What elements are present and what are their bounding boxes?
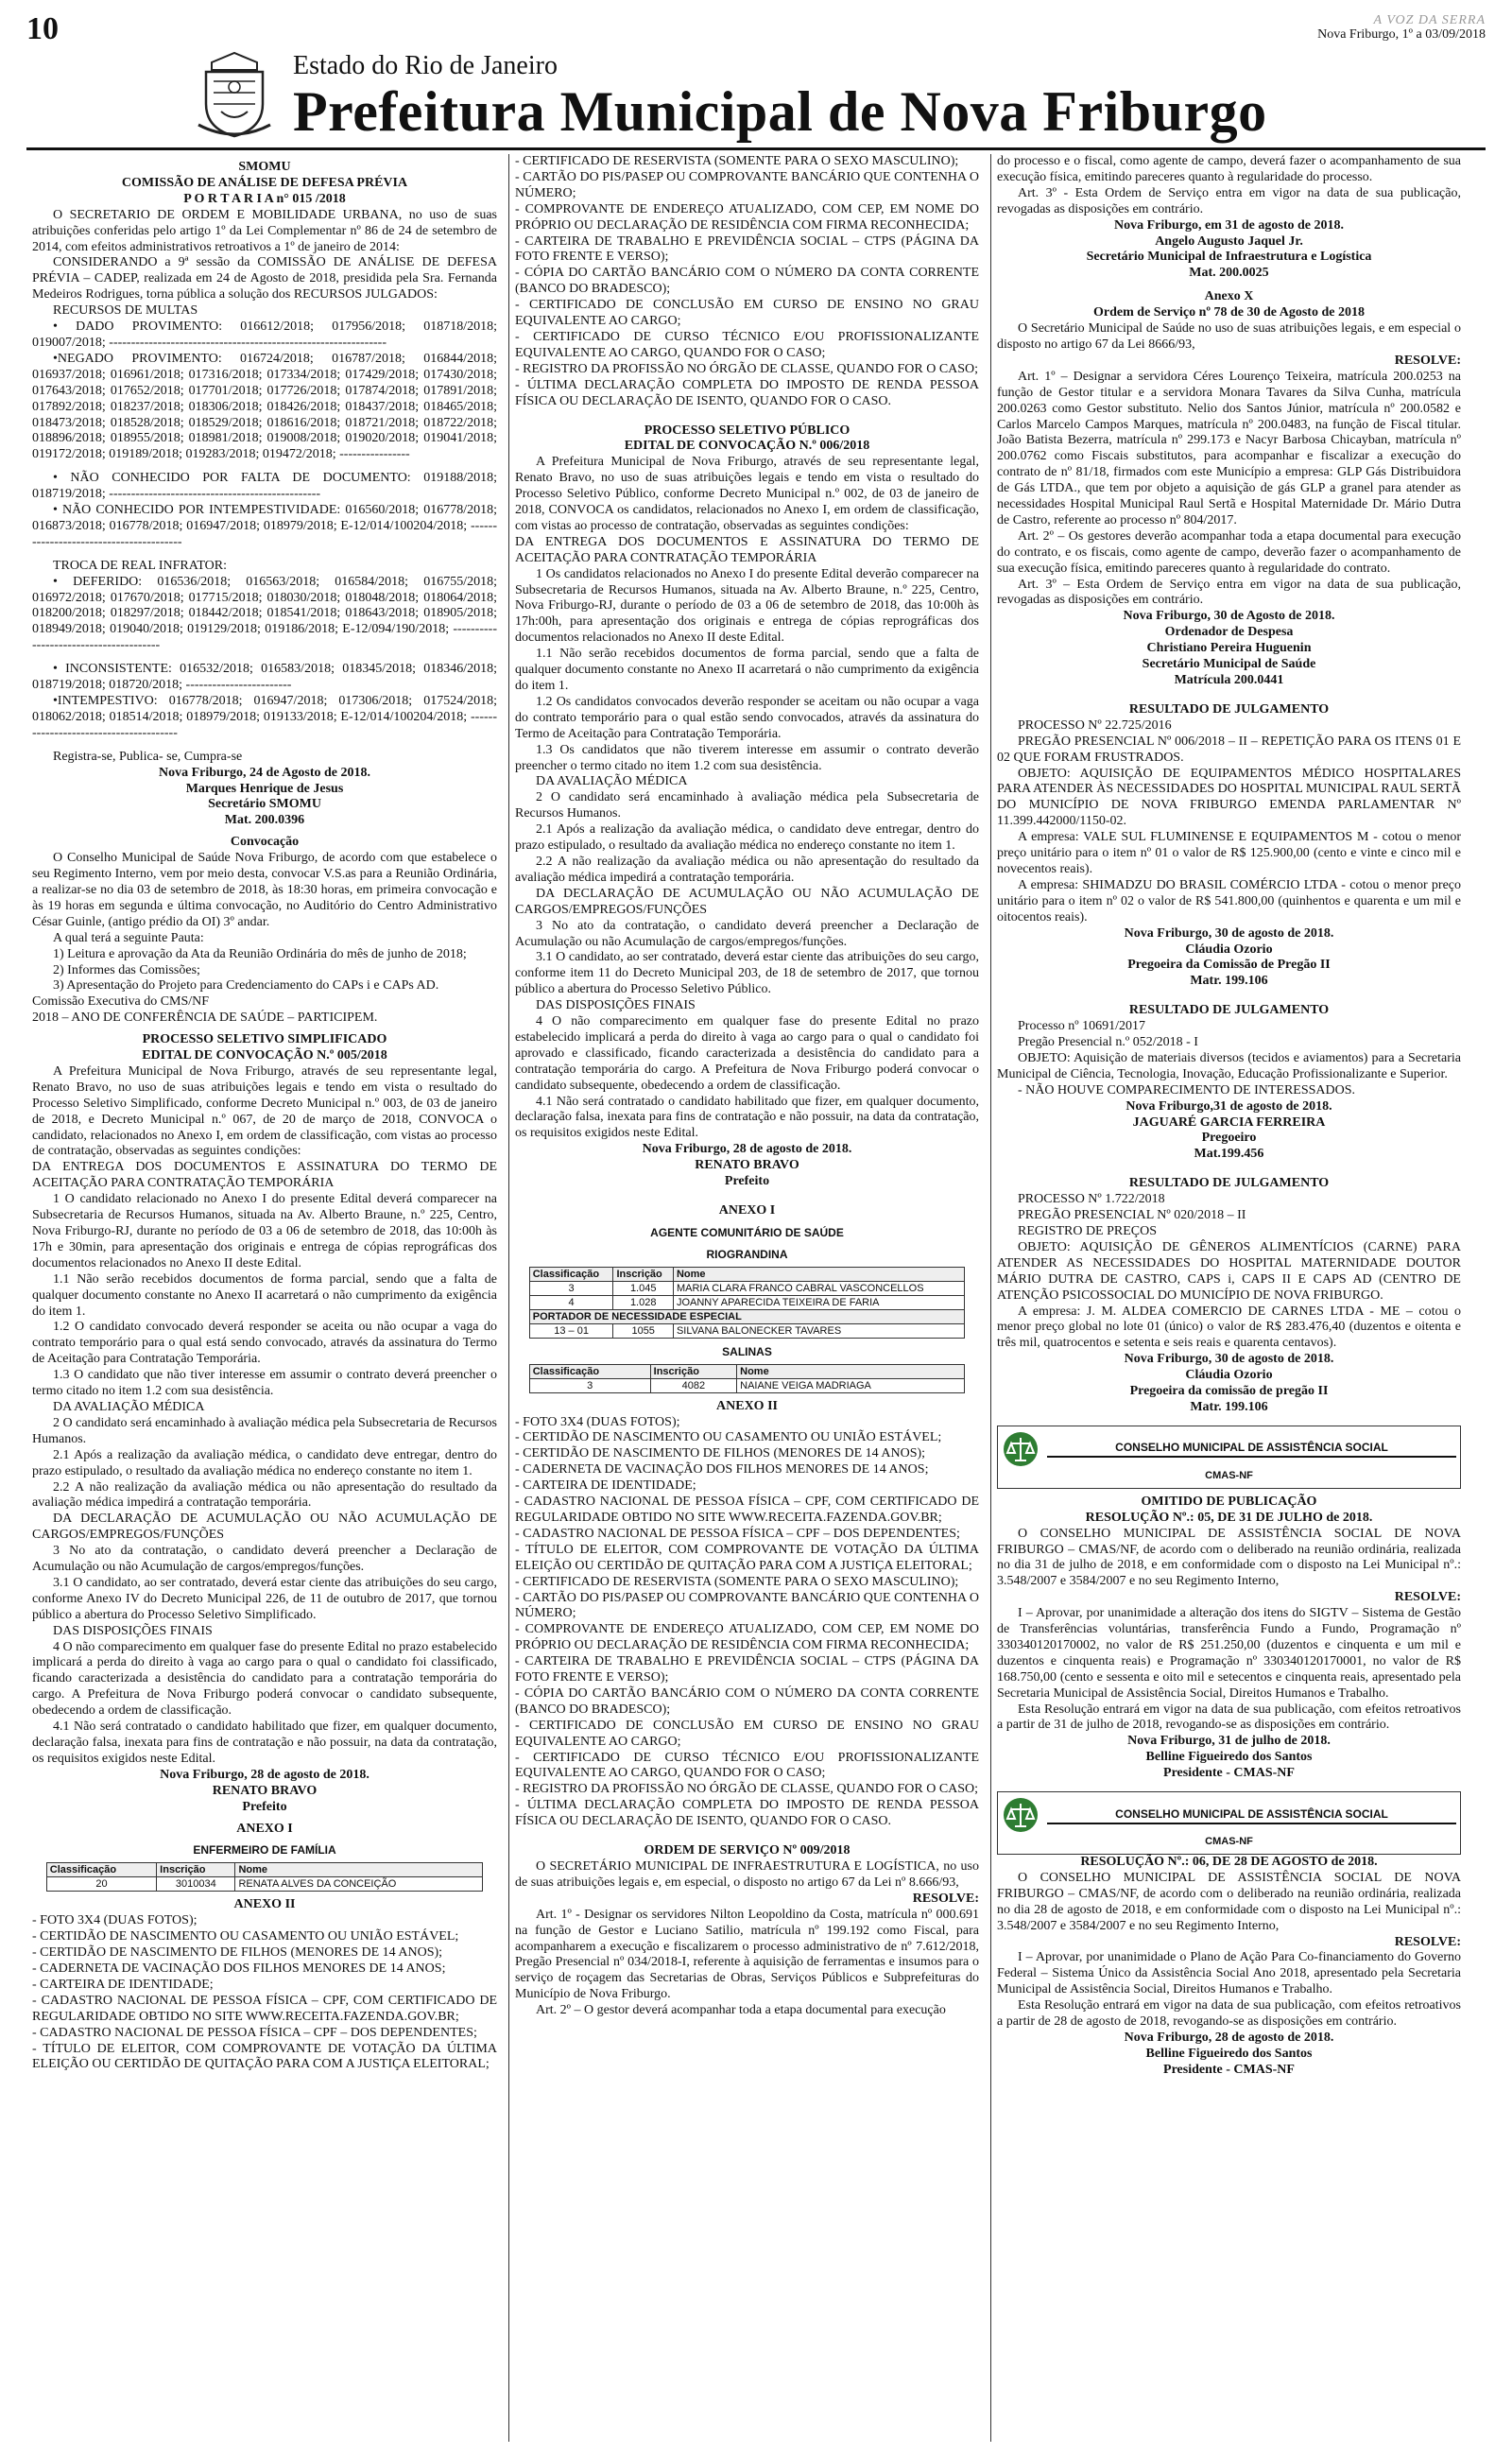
signature-name: Christiano Pereira Huguenin <box>1146 641 1312 656</box>
paragraph: 2.2 A não realização da avaliação médica ou não apresentação do resultado da avaliação médica impedirá a contratação temporária. <box>32 1479 497 1511</box>
table-header: Classificação <box>529 1364 650 1378</box>
list-item: - CÓPIA DO CARTÃO BANCÁRIO COM O NÚMERO DA CONTA CORRENTE (BANCO DO BRADESCO); <box>515 1685 979 1717</box>
paragraph: 4.1 Não será contratado o candidato habilitado que fizer, em qualquer documento, declaração falsa, inexata para fins de contratação e não possuir, na data da contratação, os requisitos exigidos neste Edital. <box>32 1720 497 1766</box>
table-cell: 4 <box>529 1295 613 1309</box>
list-item: - CADASTRO NACIONAL DE PESSOA FÍSICA – CPF – DOS DEPENDENTES; <box>32 2025 477 2040</box>
table-cell: 3 <box>529 1281 613 1295</box>
table-cell: 3010034 <box>157 1877 235 1892</box>
list-item: - CADERNETA DE VACINAÇÃO DOS FILHOS MENORES DE 14 ANOS; <box>32 1961 446 1976</box>
table-caption: AGENTE COMUNITÁRIO DE SAÚDE <box>650 1225 844 1239</box>
annex-title: ANEXO I <box>718 1203 776 1218</box>
council-title: CONSELHO MUNICIPAL DE ASSISTÊNCIA SOCIAL <box>1047 1806 1456 1824</box>
paragraph: • DEFERIDO: 016536/2018; 016563/2018; 016584/2018; 016755/2018; 016972/2018; 017670/2018; 017715/2018; 018030/2018; 018048/2018; 018064/2018; 018200/2018; 018297/2018; 018442/2018; 018541/2018; 018643/2018; 018905/2018; 018949/2018; 019040/2018; 019129/2018; 019186/2018; E-12/094/190/2018; --------------------------------------- <box>32 574 497 653</box>
list-item: - CERTIFICADO DE RESERVISTA (SOMENTE PARA O SEXO MASCULINO); <box>515 1574 959 1589</box>
paragraph: 1.3 Os candidatos que não tiverem interesse em assumir o contrato deverão preencher o termo citado no item 1.2 com sua desistência. <box>515 742 979 773</box>
paper-name: A VOZ DA SERRA <box>1373 13 1486 27</box>
signature-role: Presidente - CMAS-NF <box>1163 2062 1295 2077</box>
table-row <box>529 1323 965 1338</box>
paragraph: Art. 3º – Esta Ordem de Serviço entra em vigor na data de sua publicação, revogadas as disposições em contrário. <box>997 577 1461 608</box>
signature-name: RENATO BRAVO <box>212 1783 318 1798</box>
paragraph: REGISTRO DE PREÇOS <box>1018 1224 1158 1238</box>
table-header: Nome <box>737 1364 965 1378</box>
council-subtitle: CMAS-NF <box>1205 1836 1253 1848</box>
org-title: SMOMU <box>238 160 291 174</box>
paragraph: 1.1 Não serão recebidos documentos de forma parcial, sendo que a falta de qualquer documento constante no Anexo II acarretará o não cumprimento da exigência do item 1. <box>515 647 979 693</box>
signature-role: Pregoeira da Comissão de Pregão II <box>1127 958 1331 973</box>
list-item: - TÍTULO DE ELEITOR, COM COMPROVANTE DE VOTAÇÃO DA ÚLTIMA ELEIÇÃO OU CERTIDÃO DE QUITAÇÃO PARA COM A JUSTIÇA ELEITORAL; <box>32 2041 497 2072</box>
list-item: - FOTO 3X4 (DUAS FOTOS); <box>515 1414 680 1429</box>
paragraph: TROCA DE REAL INFRATOR: <box>53 558 227 573</box>
section-title: ORDEM DE SERVIÇO Nº 009/2018 <box>644 1843 850 1858</box>
table-cell: 4082 <box>650 1378 736 1392</box>
table-header: Nome <box>235 1863 483 1877</box>
table-header: Classificação <box>529 1267 613 1281</box>
table-cell: 13 – 01 <box>529 1323 613 1338</box>
annex-title: Anexo X <box>1204 289 1254 304</box>
table-subheader: PORTADOR DE NECESSIDADE ESPECIAL <box>529 1309 965 1323</box>
signature-place: Nova Friburgo, 28 de agosto de 2018. <box>160 1767 369 1782</box>
table-caption: RIOGRANDINA <box>706 1247 788 1261</box>
list-item: - REGISTRO DA PROFISSÃO NO ÓRGÃO DE CLASSE, QUANDO FOR O CASO; <box>515 1782 979 1797</box>
paragraph: 1.2 O candidato convocado deverá responder se aceita ou não ocupar a vaga do contrato temporário para o qual está sendo convocado, através da assinatura do Termo de Aceitação para Contratação Temporária. <box>32 1320 497 1367</box>
paragraph: O Conselho Municipal de Saúde Nova Friburgo, de acordo com que estabelece o seu Regimento Interno, vem por meio desta, convocar V.S.as para a Reunião Ordinária, a realizar-se no dia 03 de setembro de 2018, às 18:30 horas, em primeira convocação e às 19 horas em segunda e última convocação, no Auditório do Centro Administrativo César Guinle, (antigo prédio da OI) 3º andar. <box>32 851 497 929</box>
annex-title: ANEXO I <box>236 1821 293 1836</box>
column-2 <box>508 154 985 2442</box>
signature-mat: Matr. 199.106 <box>1190 974 1268 989</box>
date-line: Nova Friburgo, 1º a 03/09/2018 <box>1317 27 1486 42</box>
scales-logo-icon <box>1002 1430 1040 1468</box>
paragraph: Art. 1º – Designar a servidora Céres Lourenço Teixeira, matrícula 200.0253 na função de Gestor titular e a servidora Monara Tavares da Silva Cunha, matrícula 200.0263 como Gestor substituto. Nelio dos Santos Júnior, matrícula nº 200.0582 e Carlos Marcelo Campos Marques, matrícula nº 200.0483, na função de Fiscal titular. João Batista Bezerra, matrícula nº 299.173 e Nacyr Barbosa Chicayban, matrícula nº 200.0762 como Fiscais substitutos, para acompanhar e fiscalizar a execução do contrato de nº 81/18, firmados com este Município a empresa: GLP Gás Distribuidora de Gás LTDA., que tem por objeto a aquisição de gás GLP a granel para atender as necessidades Hospital Municipal Raul Sertã e Hospital Maternidade Dr. Mário Dutra de Castro, referente ao processo nº 804/2017. <box>997 369 1461 527</box>
paragraph: I – Aprovar, por unanimidade a alteração dos itens do SIGTV – Sistema de Gestão de Transferências voluntárias, transferência Fundo a Fundo, Programação nº 330340120170002, no valor de R$ 251.250,00 (duzentos e cinquenta e um mil e duzentos e cinquenta reais) e Programação nº 330340120170001, no valor de R$ 168.750,00 (cento e sessenta e oito mil e setecentos e cinquenta reais, apresentado pela Secretaria Municipal de Assistência Social, Direitos Humanos e Trabalho. <box>997 1606 1461 1701</box>
paragraph: Registra-se, Publica- se, Cumpra-se <box>53 749 243 764</box>
paragraph: 3 No ato da contratação, o candidato deverá preencher a Declaração de Acumulação ou não Acumulação de cargos/empregos/funções. <box>515 918 979 949</box>
list-item: - ÚLTIMA DECLARAÇÃO COMPLETA DO IMPOSTO DE RENDA PESSOA FÍSICA OU DECLARAÇÃO DE ISENTO, QUANDO FOR O CASO. <box>515 1798 979 1829</box>
table-cell: 20 <box>46 1877 156 1892</box>
signature-place: Nova Friburgo, 31 de julho de 2018. <box>1127 1734 1331 1749</box>
list-item: - CARTÃO DO PIS/PASEP OU COMPROVANTE BANCÁRIO QUE CONTENHA O NÚMERO; <box>515 169 979 200</box>
paragraph: A empresa: J. M. ALDEA COMERCIO DE CARNES LTDA - ME – cotou o menor preço global no lote 01 (único) o valor de R$ 283.476,40 (duzentos e oitenta e três mil, quatrocentos e setenta e seis reais e quarenta centavos). <box>997 1304 1461 1351</box>
signature-place: Nova Friburgo, 28 de agosto de 2018. <box>1124 2030 1334 2045</box>
paragraph: A empresa: SHIMADZU DO BRASIL COMÉRCIO LTDA - cotou o menor preço unitário para o item nº 02 o valor de R$ 541.800,00 (quinhentos e quarenta e um mil e oitocentos reais). <box>997 877 1461 925</box>
paragraph: O CONSELHO MUNICIPAL DE ASSISTÊNCIA SOCIAL DE NOVA FRIBURGO – CMAS/NF, de acordo com o deliberado na reunião ordinária, realizada no dia 28 de agosto de 2018, e em conformidade com o disposto na Lei Municipal nº.: 3.548/2007 e 3584/2007 e no seu Regimento Interno, <box>997 1870 1461 1933</box>
table-cell: MARIA CLARA FRANCO CABRAL VASCONCELLOS <box>673 1281 964 1295</box>
table-header: Classificação <box>46 1863 156 1877</box>
paragraph: 2.1 Após a realização da avaliação médica, o candidato deve entregar, dentro do prazo estipulado, o resultado da avaliação médica no endereço constante no item 1. <box>515 822 979 854</box>
signature-place: Nova Friburgo, 30 de agosto de 2018. <box>1124 925 1334 941</box>
signature-mat: Mat. 200.0396 <box>224 813 305 828</box>
document-list <box>515 1415 979 1831</box>
signature-role: Secretário Municipal de Infraestrutura e Logística <box>1086 250 1372 265</box>
table-cell: RENATA ALVES DA CONCEIÇÃO <box>235 1877 483 1892</box>
signature-place: Nova Friburgo, 24 de Agosto de 2018. <box>159 765 370 780</box>
paragraph: • NÃO CONHECIDO POR FALTA DE DOCUMENTO: 019188/2018; 018719/2018; ------------------------------------------------ <box>32 471 497 502</box>
scales-logo-icon <box>1002 1796 1040 1834</box>
section-title: RESULTADO DE JULGAMENTO <box>1128 1176 1330 1191</box>
section-subtitle: EDITAL DE CONVOCAÇÃO N.º 005/2018 <box>142 1048 387 1063</box>
paragraph: OBJETO: AQUISIÇÃO DE GÊNEROS ALIMENTÍCIOS (CARNE) PARA ATENDER AS NECESSIDADES DO HOSPITAL MATERNIDADE DOUTOR MÁRIO DUTRA DE CASTRO, CAPS i, CAPS II E CAPS AD (CENTRO DE ATENÇÃO PSICOSSOCIAL DO MUNICÍPIO DE NOVA FRIBURGO. <box>997 1239 1461 1303</box>
paragraph: 2 O candidato será encaminhado à avaliação médica pela Subsecretaria de Recursos Humanos. <box>515 790 979 821</box>
document-list <box>32 1913 497 2073</box>
table-cell: JOANNY APARECIDA TEIXEIRA DE FARIA <box>673 1295 964 1309</box>
signature-place: Nova Friburgo, 28 de agosto de 2018. <box>642 1142 852 1157</box>
annex-title: ANEXO II <box>716 1398 778 1413</box>
list-item: 3) Apresentação do Projeto para Credenciamento do CAPs i e CAPs AD. <box>53 978 439 994</box>
paragraph: A empresa: VALE SUL FLUMINENSE E EQUIPAMENTOS M - cotou o menor preço unitário para o item nº 01 o valor de R$ 125.900,00 (cento e vinte e cinco mil e novecentos reais). <box>997 830 1461 876</box>
list-item: - CERTIFICADO DE CONCLUSÃO EM CURSO DE ENSINO NO GRAU EQUIVALENTE AO CARGO; <box>515 1718 979 1749</box>
list-item: - CERTIFICADO DE CURSO TÉCNICO E/OU PROFISSIONALIZANTE EQUIVALENTE AO CARGO, QUANDO FOR O CASO; <box>515 329 979 360</box>
paragraph: 1.1 Não serão recebidos documentos de forma parcial, sendo que a falta de qualquer documento constante no Anexo II acarretará o não cumprimento da exigência do item 1. <box>32 1271 497 1319</box>
list-item: - CARTEIRA DE TRABALHO E PREVIDÊNCIA SOCIAL – CTPS (PÁGINA DA FOTO FRENTE E VERSO); <box>515 233 979 265</box>
paragraph: Esta Resolução entrará em vigor na data de sua publicação, com efeitos retroativos a partir de 31 de julho de 2018, revogando-se as disposições em contrário. <box>997 1702 1461 1733</box>
table-row <box>529 1295 965 1309</box>
document-list <box>515 154 979 410</box>
signature-name: Angelo Augusto Jaquel Jr. <box>1155 233 1303 249</box>
signature-place: Nova Friburgo, 30 de agosto de 2018. <box>1124 1352 1334 1367</box>
council-title: CONSELHO MUNICIPAL DE ASSISTÊNCIA SOCIAL <box>1047 1440 1456 1458</box>
signature-name: RENATO BRAVO <box>695 1158 799 1173</box>
resolve-label: RESOLVE: <box>912 1891 979 1906</box>
paragraph: OBJETO: AQUISIÇÃO DE EQUIPAMENTOS MÉDICO HOSPITALARES PARA ATENDER ÀS NECESSIDADES DO HOSPITAL MUNICIPAL RAUL SERTÃ DO MUNICÍPIO DE NOVA FRIBURGO EMENDA PARLAMENTAR Nº 11.399.442000/1150-02. <box>997 766 1461 829</box>
list-item: - CERTIFICADO DE CURSO TÉCNICO E/OU PROFISSIONALIZANTE EQUIVALENTE AO CARGO, QUANDO FOR O CASO; <box>515 1750 979 1781</box>
list-item: - FOTO 3X4 (DUAS FOTOS); <box>32 1913 198 1928</box>
table-cell: 3 <box>529 1378 650 1392</box>
list-item: - CADASTRO NACIONAL DE PESSOA FÍSICA – CPF – DOS DEPENDENTES; <box>515 1526 960 1541</box>
paragraph: A Prefeitura Municipal de Nova Friburgo, através de seu representante legal, Renato Bravo, no uso de suas atribuições legais e tendo em vista o resultado do Processo Seletivo Simplificado, conforme Decreto Municipal n.º 003, de 03 de janeiro de 2018, e Decreto Municipal n.º 067, de 20 de março de 2018, CONVOCA o candidato, relacionados no Anexo I, em ordem de classificação, com vistas ao processo de contratação, observadas as seguintes condições: <box>32 1063 497 1159</box>
candidates-table <box>46 1862 483 1892</box>
portaria-title: P O R T A R I A n° 015 /2018 <box>183 191 346 206</box>
section-subtitle: EDITAL DE CONVOCAÇÃO N.º 006/2018 <box>624 439 870 454</box>
list-item: 2) Informes das Comissões; <box>53 962 200 977</box>
signature-name: Belline Figueiredo dos Santos <box>1145 2046 1313 2061</box>
list-item: - CERTIDÃO DE NASCIMENTO OU CASAMENTO OU UNIÃO ESTÁVEL; <box>515 1430 942 1445</box>
coat-of-arms-icon <box>193 49 276 140</box>
section-title: OMITIDO DE PUBLICAÇÃO <box>1141 1494 1317 1509</box>
column-1 <box>26 154 503 2442</box>
signature-name: Cláudia Ozorio <box>1185 942 1273 957</box>
paragraph: Pregão Presencial n.º 052/2018 - I <box>1018 1035 1198 1050</box>
resolve-label: RESOLVE: <box>1394 353 1461 368</box>
signature-role: Ordenador de Despesa <box>1164 625 1294 640</box>
section-subtitle: RESOLUÇÃO Nº.: 06, DE 28 DE AGOSTO de 2018. <box>1080 1855 1378 1869</box>
list-item: - TÍTULO DE ELEITOR, COM COMPROVANTE DE VOTAÇÃO DA ÚLTIMA ELEIÇÃO OU CERTIDÃO DE QUITAÇÃO PARA COM A JUSTIÇA ELEITORAL; <box>515 1542 979 1573</box>
list-item: - REGISTRO DA PROFISSÃO NO ÓRGÃO DE CLASSE, QUANDO FOR O CASO; <box>515 361 979 376</box>
paragraph: DA AVALIAÇÃO MÉDICA <box>536 774 688 789</box>
paragraph: • NÃO CONHECIDO POR INTEMPESTIVIDADE: 016560/2018; 016778/2018; 016873/2018; 016778/2018; 016947/2018; 018979/2018; E-12/014/100204/2018; ---------------------------------------- <box>32 503 497 549</box>
section-title: Ordem de Serviço nº 78 de 30 de Agosto de 2018 <box>1093 305 1365 320</box>
cmas-block-1 <box>997 1426 1461 1489</box>
paragraph: DA AVALIAÇÃO MÉDICA <box>53 1399 205 1414</box>
paragraph: •NEGADO PROVIMENTO: 016724/2018; 016787/2018; 016844/2018; 016937/2018; 016961/2018; 017316/2018; 017334/2018; 017429/2018; 017430/2018; 017643/2018; 017652/2018; 017701/2018; 017726/2018; 017874/2018; 017891/2018; 017892/2018; 018237/2018; 018306/2018; 018426/2018; 018437/2018; 018465/2018; 018473/2018; 018528/2018; 018529/2018; 018616/2018; 018721/2018; 018722/2018; 018896/2018; 018955/2018; 018981/2018; 019008/2018; 019020/2018; 019041/2018; 019172/2018; 019189/2018; 019283/2018; 019472/2018; ---------------- <box>32 351 497 462</box>
signature-place: Nova Friburgo, em 31 de agosto de 2018. <box>1113 217 1345 233</box>
signature-role: Secretário SMOMU <box>208 797 321 812</box>
resolve-label: RESOLVE: <box>1394 1590 1461 1605</box>
paragraph: O SECRETARIO DE ORDEM E MOBILIDADE URBANA, no uso de suas atribuições conferidas pelo artigo 1º da Lei Complementar nº 86 de 24 de setembro de 2014, com efeitos administrativos retroativos a 1º de janeiro de 2014: <box>32 207 497 254</box>
annex-title: ANEXO II <box>233 1897 296 1912</box>
signature-place: Nova Friburgo, 30 de Agosto de 2018. <box>1123 609 1335 624</box>
paragraph: DAS DISPOSIÇÕES FINAIS <box>53 1623 213 1638</box>
signature-name: Marques Henrique de Jesus <box>185 781 344 796</box>
signature-name: JAGUARÉ GARCIA FERREIRA <box>1132 1115 1326 1130</box>
resolve-label: RESOLVE: <box>1394 1934 1461 1949</box>
paragraph: Art. 1º - Designar os servidores Nilton Leopoldino da Costa, matrícula nº 000.691 na função de Gestor e Luciano Satilio, matrícula nº 199.192 como Fiscal, para acompanharem a execução e fiscalizarem o processo administrativo de nº 7.612/2018, Pregão Presencial nº 034/2018-I, referente à aquisição de ferramentas e insumos para o serviço de roçagem das Secretarias de Obras, Serviços Públicos e Subprefeituras do Município de Nova Friburgo. <box>515 1907 979 2002</box>
signature-mat: Matrícula 200.0441 <box>1174 673 1284 687</box>
section-title: PROCESSO SELETIVO SIMPLIFICADO <box>142 1032 387 1047</box>
list-item: - CERTIDÃO DE NASCIMENTO OU CASAMENTO OU UNIÃO ESTÁVEL; <box>32 1929 459 1944</box>
table-header: Inscrição <box>157 1863 235 1877</box>
table-caption: ENFERMEIRO DE FAMÍLIA <box>193 1843 336 1858</box>
list-item: - COMPROVANTE DE ENDEREÇO ATUALIZADO, COM CEP, EM NOME DO PRÓPRIO OU DECLARAÇÃO DE RESIDÊNCIA COM FIRMA RECONHECIDA; <box>515 201 979 233</box>
candidates-table <box>529 1267 966 1339</box>
list-item: - CADERNETA DE VACINAÇÃO DOS FILHOS MENORES DE 14 ANOS; <box>515 1462 929 1478</box>
table-cell: 1.045 <box>613 1281 673 1295</box>
paragraph: OBJETO: Aquisição de materiais diversos (tecidos e aviamentos) para a Secretaria Municipal de Ciência, Tecnologia, Inovação, Educação Profissionalizante e Superior. <box>997 1050 1461 1081</box>
top-bar <box>26 13 1486 45</box>
section-title: PROCESSO SELETIVO PÚBLICO <box>644 423 850 438</box>
paragraph: Art. 2º – Os gestores deverão acompanhar toda a etapa documental para execução do contrato, e os fiscais, como agente de campo, deverão fazer o acompanhamento de sua execução física, emitindo pareceres quanto à regularidade do contrato. <box>997 528 1461 576</box>
signature-name: Cláudia Ozorio <box>1185 1368 1273 1383</box>
table-cell: 1055 <box>613 1323 673 1338</box>
table-caption: SALINAS <box>722 1344 772 1358</box>
paragraph: DAS DISPOSIÇÕES FINAIS <box>536 998 696 1013</box>
paragraph: 3.1 O candidato, ao ser contratado, deverá estar ciente das atribuições do seu cargo, conforme item 11 do Decreto Municipal 203, de 18 de setembro de 2017, que tornou público a abertura do Processo Seletivo Público. <box>515 950 979 997</box>
paragraph: 2.2 A não realização da avaliação médica ou não apresentação do resultado da avaliação médica impedirá a contratação temporária. <box>515 854 979 885</box>
signature-mat: Mat. 200.0025 <box>1189 266 1269 281</box>
list-item: - CERTIDÃO DE NASCIMENTO DE FILHOS (MENORES DE 14 ANOS); <box>32 1945 443 1961</box>
paragraph: O Secretário Municipal de Saúde no uso de suas atribuições legais, e em especial o disposto no artigo 67 da Lei 8666/93, <box>997 321 1461 352</box>
paragraph: Esta Resolução entrará em vigor na data de sua publicação, com efeitos retroativos a partir de 28 de agosto de 2018, revogando-se as disposições em contrário. <box>997 1998 1461 2030</box>
list-item: - CADASTRO NACIONAL DE PESSOA FÍSICA – CPF, COM CERTIFICADO DE REGULARIDADE OBTIDO NO SITE WWW.RECEITA.FAZENDA.GOV.BR; <box>515 1495 979 1525</box>
paragraph: 1 O candidato relacionado no Anexo I do presente Edital deverá comparecer na Subsecretaria de Recursos Humanos, situada na Av. Alberto Braune, n.º 225, Centro, Nova Friburgo-RJ, durante no período de 03 a 06 de setembro de 2018, das 10:00h às 17h e 30min, para apresentação dos originais e entrega de cópias reprográficas dos documentos relacionados no Anexo II deste Edital. <box>32 1192 497 1270</box>
list-item: - CARTEIRA DE IDENTIDADE; <box>515 1478 696 1494</box>
paragraph: do processo e o fiscal, como agente de campo, deverá fazer o acompanhamento de sua execução física, emitindo pareceres quanto à regularidade do processo. <box>997 154 1461 184</box>
council-subtitle: CMAS-NF <box>1205 1469 1253 1481</box>
list-item: - CERTIDÃO DE NASCIMENTO DE FILHOS (MENORES DE 14 ANOS); <box>515 1446 926 1461</box>
paragraph: PREGÃO PRESENCIAL Nº 006/2018 – II – REPETIÇÃO PARA OS ITENS 01 E 02 QUE FORAM FRUSTRADOS. <box>997 734 1461 765</box>
section-title: Convocação <box>230 835 300 850</box>
candidates-table <box>529 1364 966 1393</box>
paragraph: 1.3 O candidato que não tiver interesse em assumir o contrato deverá preencher o termo citado no item 1.2 com sua desistência. <box>32 1368 497 1399</box>
table-header: Inscrição <box>613 1267 673 1281</box>
table-cell: 1.028 <box>613 1295 673 1309</box>
paragraph: DA ENTREGA DOS DOCUMENTOS E ASSINATURA DO TERMO DE ACEITAÇÃO PARA CONTRATAÇÃO TEMPORÁRIA <box>32 1160 497 1191</box>
signature-role: Pregoeiro <box>1201 1131 1257 1146</box>
paragraph: • DADO PROVIMENTO: 016612/2018; 017956/2018; 018718/2018; 019007/2018; --------------------------------------------------------------- <box>32 320 497 350</box>
paragraph: Art. 2º – O gestor deverá acompanhar toda a etapa documental para execução <box>536 2003 946 2018</box>
paragraph: 3 No ato da contratação, o candidato deverá preencher a Declaração de Acumulação ou não Acumulação de cargos/empregos/funções. <box>32 1544 497 1575</box>
paragraph: •INTEMPESTIVO: 016778/2018; 016947/2018; 017306/2018; 017524/2018; 018062/2018; 018514/2018; 018979/2018; 019133/2018; E-12/014/100204/2018; --------------------------------------- <box>32 694 497 740</box>
list-item: - CARTEIRA DE IDENTIDADE; <box>32 1977 214 1992</box>
paragraph: RECURSOS DE MULTAS <box>53 303 198 319</box>
signature-role: Presidente - CMAS-NF <box>1163 1766 1295 1781</box>
page-number: 10 <box>26 11 59 46</box>
table-row <box>46 1877 482 1892</box>
list-item: - COMPROVANTE DE ENDEREÇO ATUALIZADO, COM CEP, EM NOME DO PRÓPRIO OU DECLARAÇÃO DE RESIDÊNCIA COM FIRMA RECONHECIDA; <box>515 1622 979 1653</box>
signature-role: Secretário Municipal de Saúde <box>1142 657 1316 672</box>
paragraph: 2018 – ANO DE CONFERÊNCIA DE SAÚDE – PARTICIPEM. <box>32 1011 378 1026</box>
paragraph: 4.1 Não será contratado o candidato habilitado que fizer, em qualquer documento, declaração falsa, inexata para fins de contratação e não possuir, na data da contratação, os requisitos exigidos neste Edital. <box>515 1094 979 1141</box>
list-item: - CÓPIA DO CARTÃO BANCÁRIO COM O NÚMERO DA CONTA CORRENTE (BANCO DO BRADESCO); <box>515 266 979 297</box>
paragraph: 3.1 O candidato, ao ser contratado, deverá estar ciente das atribuições do seu cargo, conforme Anexo IV do Decreto Municipal 226, de 11 de outubro de 2017, que tornou público a abertura do Processo Seletivo Simplificado. <box>32 1575 497 1622</box>
table-cell: SILVANA BALONECKER TAVARES <box>673 1323 964 1338</box>
paragraph: DA DECLARAÇÃO DE ACUMULAÇÃO OU NÃO ACUMULAÇÃO DE CARGOS/EMPREGOS/FUNÇÕES <box>32 1512 497 1543</box>
paragraph: CONSIDERANDO a 9ª sessão da COMISSÃO DE ANÁLISE DE DEFESA PRÉVIA – CADEP, realizada em 24 de Agosto de 2018, presidida pela Sra. Fernanda Medeiros Rodrigues, torna pública a solução dos RECURSOS JULGADOS: <box>32 255 497 302</box>
paragraph: 2 O candidato será encaminhado à avaliação médica pela Subsecretaria de Recursos Humanos. <box>32 1415 497 1446</box>
paragraph: I – Aprovar, por unanimidade o Plano de Ação Para Co-financiamento do Governo Federal – Sistema Único da Assistência Social Ano 2018, apresentado pela Secretaria Municipal de Assistência Social, Direitos Humanos e Trabalho. <box>997 1950 1461 1997</box>
masthead <box>26 49 1486 144</box>
signature-place: Nova Friburgo,31 de agosto de 2018. <box>1125 1098 1332 1114</box>
table-header: Inscrição <box>650 1364 736 1378</box>
paragraph: 4 O não comparecimento em qualquer fase do presente Edital no prazo estabelecido implicará a perda do direito à vaga ao cargo para o qual o candidato foi classificado, ficando caracterizada a desistência do candidato para a contratação temporária do cargo. A Prefeitura de Nova Friburgo poderá convocar o candidato subsequente, obedecendo a ordem de classificação. <box>32 1639 497 1719</box>
paragraph: Processo nº 10691/2017 <box>1018 1019 1146 1034</box>
paper-info <box>1317 13 1486 42</box>
section-subtitle: RESOLUÇÃO Nº.: 05, DE 31 DE JULHO de 2018. <box>1085 1510 1373 1525</box>
table-row <box>529 1378 965 1392</box>
section-title: RESULTADO DE JULGAMENTO <box>1128 701 1330 717</box>
paragraph: 1.2 Os candidatos convocados deverão responder se aceitam ou não ocupar a vaga do contrato temporário para o qual estão sendo convocados, através da assinatura do Termo de Aceitação para Contratação Temporária. <box>515 694 979 741</box>
paragraph: • INCONSISTENTE: 016532/2018; 016583/2018; 018345/2018; 018346/2018; 018719/2018; 018720/2018; ------------------------ <box>32 662 497 693</box>
list-item: - CERTIFICADO DE RESERVISTA (SOMENTE PARA O SEXO MASCULINO); <box>515 154 959 168</box>
paragraph: PROCESSO Nº 1.722/2018 <box>1018 1192 1165 1207</box>
table-cell: NAIANE VEIGA MADRIAGA <box>737 1378 965 1392</box>
signature-role: Prefeito <box>242 1799 287 1814</box>
masthead-rule <box>26 147 1486 150</box>
paragraph: 2.1 Após a realização da avaliação médica, o candidato deve entregar, dentro do prazo estipulado, o resultado da avaliação médica no endereço constante no item 1. <box>32 1447 497 1478</box>
paragraph: Art. 3º - Esta Ordem de Serviço entra em vigor na data de sua publicação, revogadas as disposições em contrário. <box>997 185 1461 216</box>
paragraph: DA ENTREGA DOS DOCUMENTOS E ASSINATURA DO TERMO DE ACEITAÇÃO PARA CONTRATAÇÃO TEMPORÁRIA <box>515 534 979 565</box>
list-item: - CARTÃO DO PIS/PASEP OU COMPROVANTE BANCÁRIO QUE CONTENHA O NÚMERO; <box>515 1590 979 1621</box>
signature-role: Prefeito <box>724 1174 770 1189</box>
paragraph: Comissão Executiva do CMS/NF <box>32 994 210 1010</box>
list-item: - CADASTRO NACIONAL DE PESSOA FÍSICA – CPF, COM CERTIFICADO DE REGULARIDADE OBTIDO NO SITE WWW.RECEITA.FAZENDA.GOV.BR; <box>32 1993 497 2024</box>
paragraph: A qual terá a seguinte Pauta: <box>53 930 204 945</box>
commission-title: COMISSÃO DE ANÁLISE DE DEFESA PRÉVIA <box>121 175 408 190</box>
paragraph: DA DECLARAÇÃO DE ACUMULAÇÃO OU NÃO ACUMULAÇÃO DE CARGOS/EMPREGOS/FUNÇÕES <box>515 886 979 917</box>
list-item: 1) Leitura e aprovação da Ata da Reunião Ordinária do mês de junho de 2018; <box>53 946 467 961</box>
paragraph: PROCESSO Nº 22.725/2016 <box>1018 717 1172 733</box>
list-item: - ÚLTIMA DECLARAÇÃO COMPLETA DO IMPOSTO DE RENDA PESSOA FÍSICA OU DECLARAÇÃO DE ISENTO, QUANDO FOR O CASO. <box>515 377 979 408</box>
paragraph: O SECRETÁRIO MUNICIPAL DE INFRAESTRUTURA E LOGÍSTICA, no uso de suas atribuições legais e, em especial, o disposto no artigo 67 da Lei nº 8.666/93, <box>515 1859 979 1890</box>
paragraph: O CONSELHO MUNICIPAL DE ASSISTÊNCIA SOCIAL DE NOVA FRIBURGO – CMAS/NF, de acordo com o deliberado na reunião ordinária, realizada no dia 31 de julho de 2018, e em conformidade com o disposto na Lei Municipal nº.: 3.548/2007 e 3584/2007 e no seu Regimento Interno, <box>997 1526 1461 1589</box>
section-title: RESULTADO DE JULGAMENTO <box>1128 1003 1330 1018</box>
signature-mat: Mat.199.456 <box>1194 1147 1264 1162</box>
paragraph: 4 O não comparecimento em qualquer fase do presente Edital no prazo estabelecido implicará a perda do direito à vaga ao cargo para o qual o candidato foi aprovado e classificado, ficando caracterizada a desistência do candidato para a contratação temporária do cargo. A Prefeitura de Nova Friburgo poderá convocar o candidato subsequente, obedecendo a ordem de classificação. <box>515 1014 979 1093</box>
paragraph: 1 Os candidatos relacionados no Anexo I do presente Edital deverão comparecer na Subsecretaria de Recursos Humanos, situada na Av. Alberto Braune, n.º 225, Centro, Nova Friburgo-RJ, durante o período de 03 a 06 de setembro de 2018, das 10:00h às 17h:00h, para apresentação dos originais e entrega de cópias reprográficas dos documentos relacionados no Anexo II deste Edital. <box>515 566 979 646</box>
signature-name: Belline Figueiredo dos Santos <box>1145 1750 1313 1765</box>
signature-mat: Matr. 199.106 <box>1190 1399 1268 1414</box>
paragraph: - NÃO HOUVE COMPARECIMENTO DE INTERESSADOS. <box>1018 1082 1356 1097</box>
state-name: Estado do Rio de Janeiro <box>293 51 558 80</box>
column-3 <box>990 154 1467 2442</box>
table-header: Nome <box>673 1267 964 1281</box>
prefeitura-title: Prefeitura Municipal de Nova Friburgo <box>293 80 1267 143</box>
table-row <box>529 1281 965 1295</box>
list-item: - CARTEIRA DE TRABALHO E PREVIDÊNCIA SOCIAL – CTPS (PÁGINA DA FOTO FRENTE E VERSO); <box>515 1654 979 1685</box>
paragraph: A Prefeitura Municipal de Nova Friburgo, através de seu representante legal, Renato Bravo, no uso de suas atribuições legais e tendo em vista o resultado do Processo Seletivo Público, conforme Decreto Municipal n.º 002, de 03 de janeiro de 2018, CONVOCA os candidatos, relacionados no Anexo I, em ordem de classificação, com vistas ao processo de contratação, observadas as seguintes condições: <box>515 455 979 533</box>
columns <box>26 154 1486 2442</box>
paragraph: PREGÃO PRESENCIAL Nº 020/2018 – II <box>1018 1208 1246 1223</box>
cmas-block-2 <box>997 1791 1461 1855</box>
signature-role: Pregoeira da comissão de pregão II <box>1129 1384 1329 1399</box>
list-item: - CERTIFICADO DE CONCLUSÃO EM CURSO DE ENSINO NO GRAU EQUIVALENTE AO CARGO; <box>515 298 979 329</box>
